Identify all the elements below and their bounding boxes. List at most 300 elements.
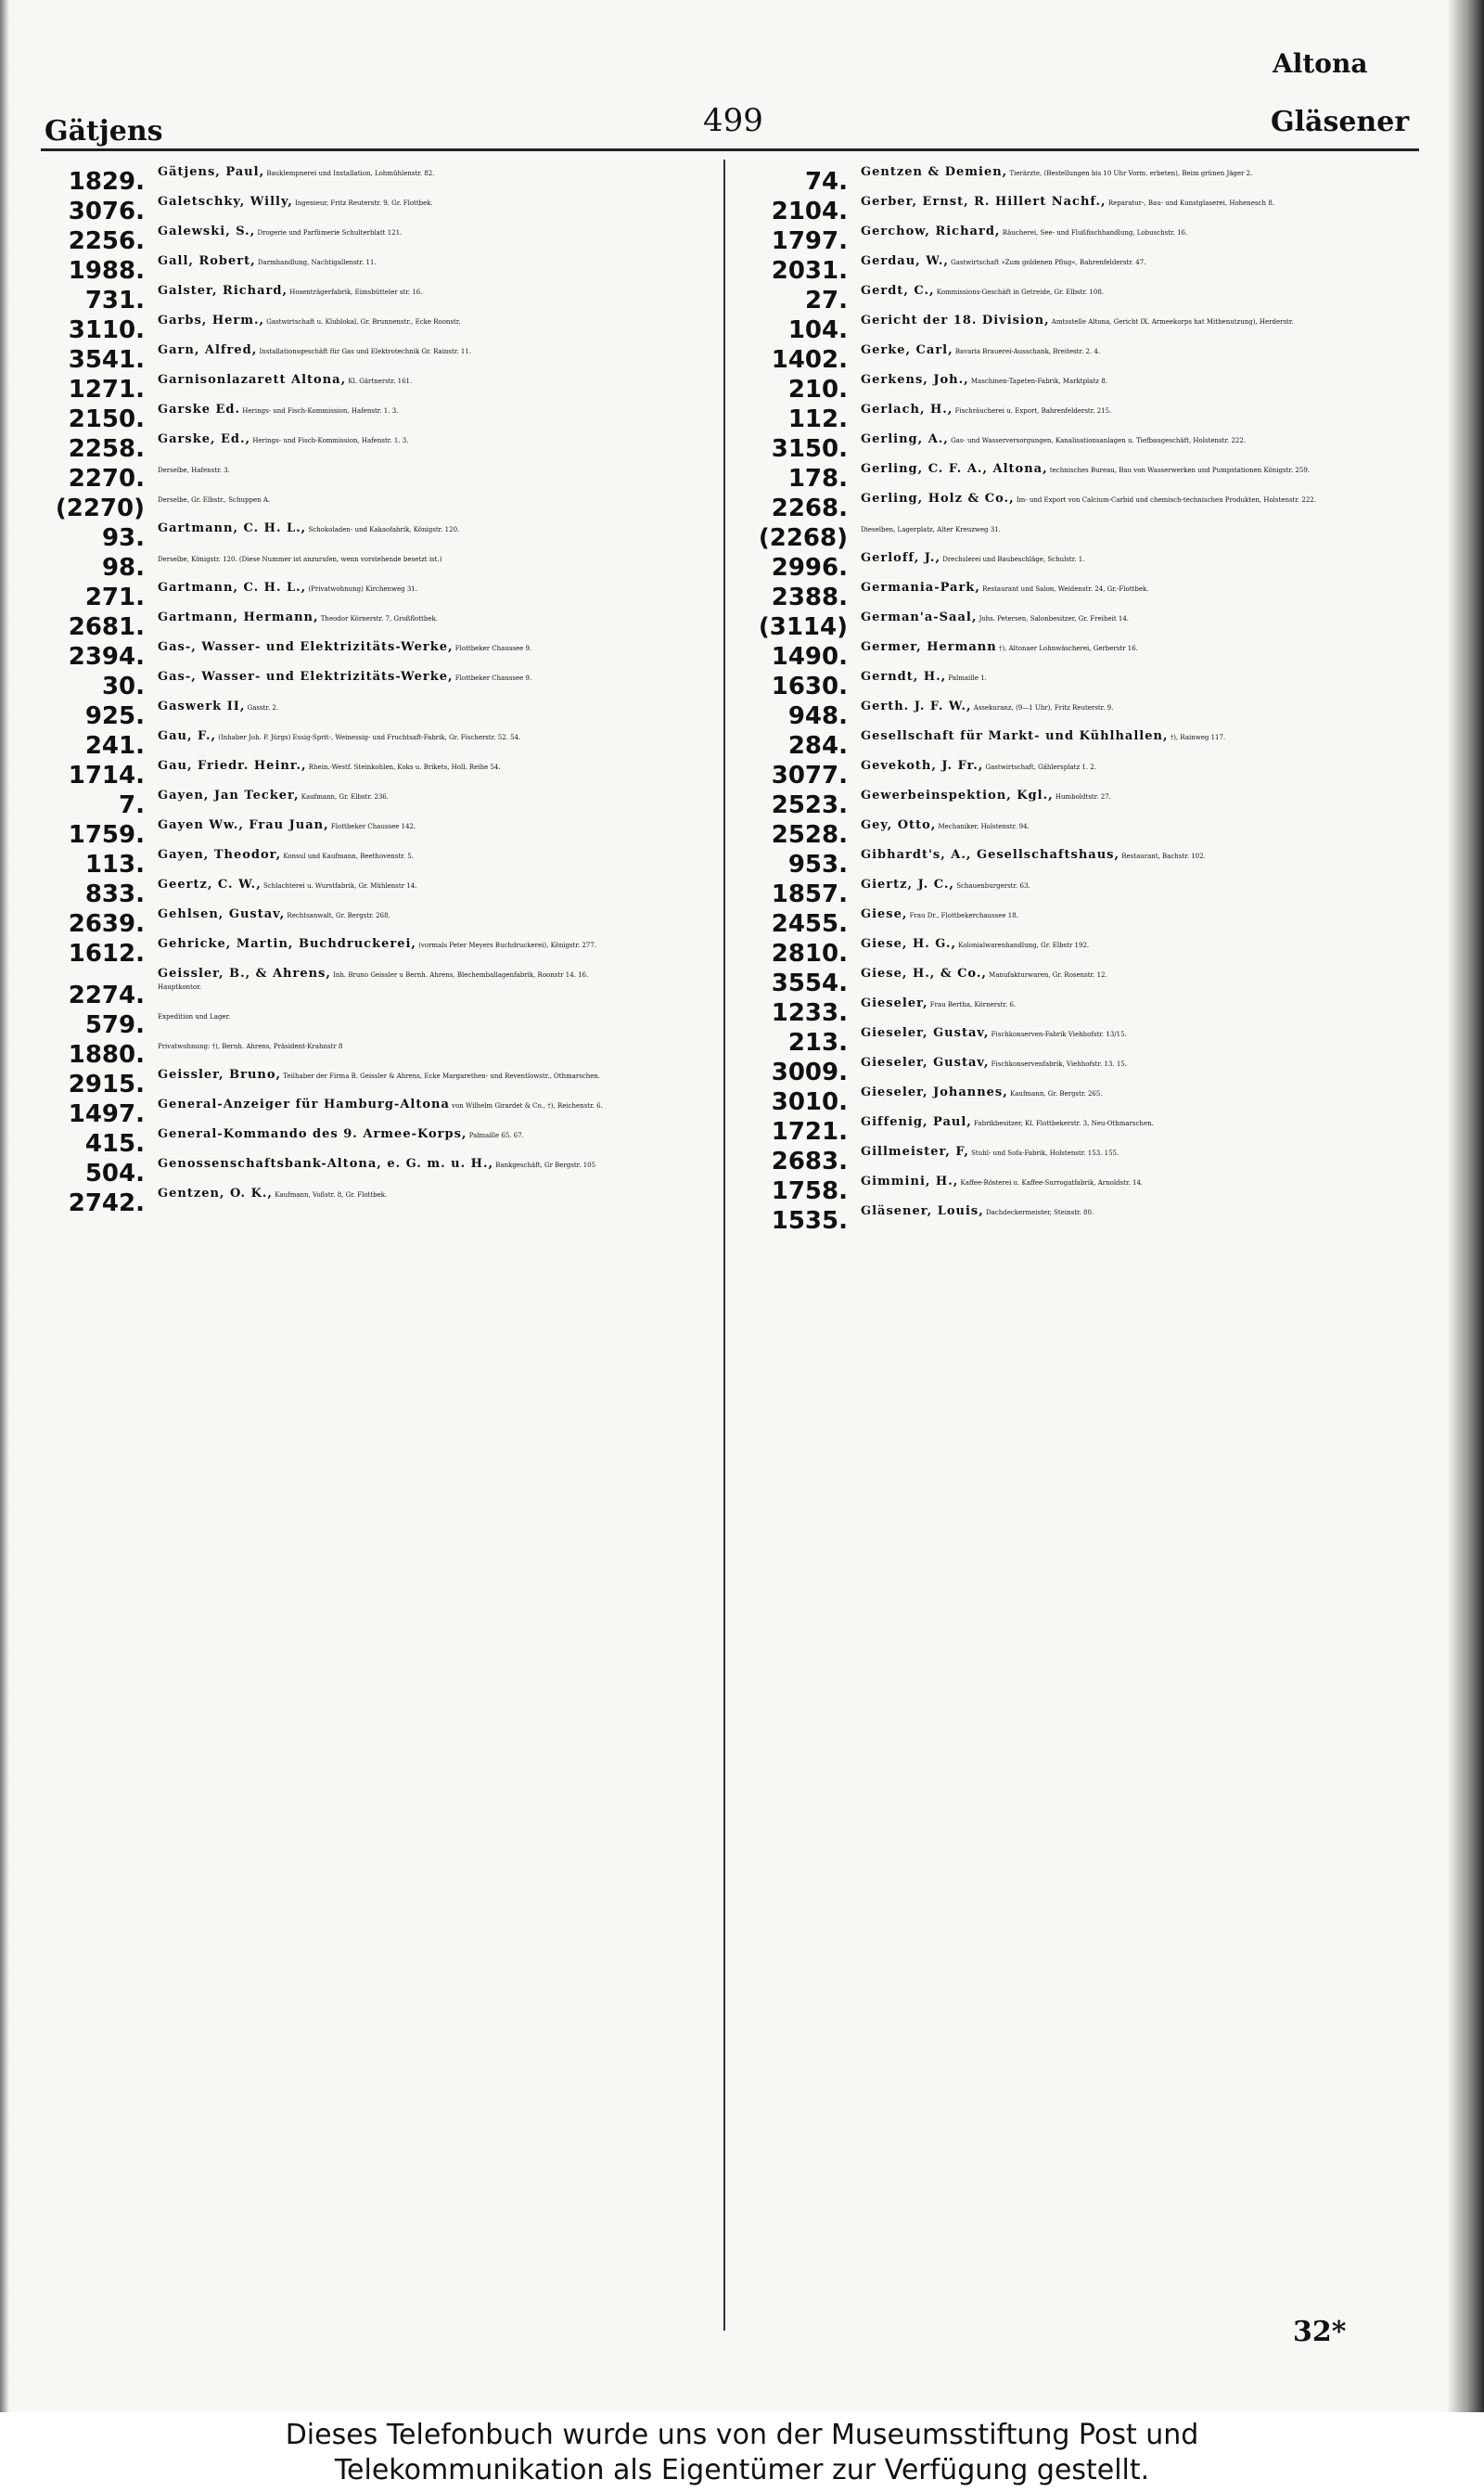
entry-details: Humboldtstr. 27. [1055,793,1111,801]
subscriber-name: Gerber, Ernst, R. Hillert Nachf., [861,195,1107,209]
phone-number: 1759. [68,821,145,849]
entry-details: Theodor Körnerstr. 7, Großflottbek. [320,615,438,623]
phone-number: 2996. [771,554,848,582]
subscriber-name: Giese, [861,907,908,921]
entry-details: (vormals Peter Meyers Buchdruckerei), Königstr. 277. [418,942,597,949]
entry-text [158,981,709,993]
directory-entry [41,969,709,981]
entry-text [158,790,709,803]
phone-number: 2150. [68,405,145,433]
phone-number: 948. [787,702,848,730]
directory-entry [744,790,1412,820]
right-column [744,167,1412,2338]
phone-number: 3076. [68,198,145,225]
subscriber-name: Gerling, Holz & Co., [861,492,1015,506]
entry-details: Schlachterei u. Wurstfabrik, Gr. Mühlenstr 14. [262,882,417,890]
phone-number: 104. [787,316,848,344]
directory-entry [41,672,709,701]
directory-entry [744,523,1412,553]
directory-entry [744,969,1412,998]
left-keyword: Gätjens [45,115,163,148]
phone-number: 2915. [68,1071,145,1098]
entry-details: Fischkonservenfabrik, Viehhofstr. 13. 15. [991,1060,1127,1068]
phone-number: 504. [84,1160,145,1188]
directory-entry [41,612,709,642]
phone-number: 1880. [68,1041,145,1069]
directory-entry [41,434,709,464]
scan-edge-right [1447,0,1484,2412]
phone-number: 2256. [68,227,145,255]
directory-entry [41,731,709,761]
subscriber-name: Galster, Richard, [158,284,288,298]
subscriber-name: Gau, Friedr. Heinr., [158,759,307,773]
subscriber-name: Garske, Ed., [158,432,251,446]
entry-text [861,345,1412,357]
entry-details: Kaufmann, Gr. Bergstr. 265. [1010,1090,1103,1098]
subscriber-name: Gerdt, C., [861,284,935,298]
subscriber-name: Gaswerk II, [158,700,246,713]
entry-details: Herings- und Fisch-Kommission, Hafenstr. 1. 3. [252,437,409,444]
left-column [41,167,709,2338]
entry-details: Derselbe, Königstr. 120. (Diese Nummer ist anzurufen, wenn vorstehende besetzt ist.) [158,556,442,563]
directory-entry [41,1040,709,1070]
subscriber-name: Galetschky, Willy, [158,195,293,209]
phone-number: 93. [101,524,145,552]
entry-text [861,642,1412,654]
phone-number: 210. [787,376,848,404]
entry-text [861,405,1412,417]
entry-details: Gasstr. 2. [247,704,279,712]
entry-text [861,1147,1412,1159]
subscriber-name: Germania-Park, [861,581,980,595]
directory-entry [744,761,1412,790]
subscriber-name: Gerth. J. F. W., [861,700,972,713]
footer [0,2412,1484,2492]
subscriber-name: Geissler, B., & Ahrens, [158,967,331,981]
subscriber-name: Gerling, A., [861,432,949,446]
entry-details: Palmaille 1. [948,674,987,682]
entry-text [861,909,1412,921]
phone-number: 1797. [771,227,848,255]
entry-text [861,612,1412,624]
entry-details: Kommissions-Geschäft in Getreide, Gr. Elbstr. 108. [936,289,1105,296]
footer-line-1: Dieses Telefonbuch wurde uns von der Museumsstiftung Post und [285,2419,1199,2451]
phone-number: 1402. [771,346,848,374]
subscriber-name: Gentzen & Demien, [861,165,1008,179]
entry-text [861,167,1412,179]
entry-text [861,1028,1412,1040]
entry-text [861,1058,1412,1070]
entry-text [861,1117,1412,1129]
subscriber-name: Gerndt, H., [861,670,947,684]
subscriber-name: Gartmann, C. H. L., [158,521,307,535]
directory-entry [744,1147,1412,1176]
directory-entry [744,1176,1412,1206]
entry-details: Konsul und Kaufmann, Beethovenstr. 5. [283,853,414,860]
directory-entry [41,256,709,286]
entry-details: Ingenieur, Fritz Reuterstr. 9. Gr. Flottbek. [295,199,433,207]
entry-text [158,226,709,238]
scan-edge-left [0,0,9,2412]
entry-text [158,345,709,357]
entry-details: Gastwirtschaft, Gählersplatz 1. 2. [985,764,1096,771]
entry-text [861,1087,1412,1099]
entry-text [158,375,709,387]
entry-details: Herings- und Fisch-Kommission, Hafenstr. 1. 3. [242,407,399,415]
entry-details: Räucherei, See- und Flußfischhandlung, Lobuschstr. 16. [1002,229,1188,237]
phone-number: 2270. [68,465,145,493]
directory-entry [41,523,709,553]
directory-entry [744,226,1412,256]
phone-number: 30. [101,673,145,700]
entry-text [158,553,709,565]
subscriber-name: Gibhardt's, A., Gesellschaftshaus, [861,848,1120,862]
subscriber-name: Gerloff, J., [861,551,940,565]
phone-number: 2455. [771,910,848,938]
directory-entry [41,464,709,494]
subscriber-name: Gehlsen, Gustav, [158,907,286,921]
entry-text [158,583,709,595]
directory-entry [41,880,709,909]
phone-number: 113. [84,851,145,879]
entry-details: Gas- und Wasserversorgungen, Kanalisationsanlagen u. Tiefbaugeschäft, Holstenstr. 222. [951,437,1247,444]
directory-entry [744,434,1412,464]
entry-text [861,820,1412,832]
entry-text [158,1159,709,1171]
directory-entry [744,1087,1412,1117]
subscriber-name: Gartmann, C. H. L., [158,581,307,595]
entry-text [861,672,1412,684]
footer-line-2: Telekommunikation als Eigentümer zur Verfügung gestellt. [334,2454,1150,2486]
entry-text [158,523,709,535]
phone-number: 953. [787,851,848,879]
entry-details: Drogerie und Parfümerie Schulterblatt 121. [257,229,403,237]
entry-details: Flottbeker Chaussee 9. [454,674,532,682]
directory-entry [41,981,709,1010]
subscriber-name: Gayen, Theodor, [158,848,282,862]
directory-entry [41,701,709,731]
phone-number: 2388. [771,584,848,611]
entry-details: Schauenburgerstr. 63. [956,882,1030,890]
directory-entry [41,167,709,197]
right-keyword: Gläsener [1271,106,1410,138]
directory-entry [744,909,1412,939]
phone-number: 1233. [771,999,848,1027]
directory-entry [41,1188,709,1218]
entry-details: (Inhaber Joh. P. Jürgs) Essig-Sprit-, Weinessig- und Fruchtsaft-Fabrik, Gr. Fischerstr. 52. 54. [218,734,521,741]
entry-text [158,434,709,446]
entry-details: Darmhandlung, Nachtigallenstr. 11. [257,259,377,266]
directory-entry [41,939,709,969]
phone-number: 1490. [771,643,848,671]
subscriber-name: Gieseler, [861,996,928,1010]
entry-details: Restaurant, Bachstr. 102. [1121,853,1206,860]
signature-mark: 32* [1293,2316,1347,2348]
footer-note [0,2418,1484,2488]
subscriber-name: Gas-, Wasser- und Elektrizitäts-Werke, [158,640,454,654]
subscriber-name: Galewski, S., [158,225,256,238]
directory-entry [41,850,709,880]
entry-text [861,494,1412,506]
entry-details: Tierärzte, (Bestellungen bis 10 Uhr Vorm. erbeten), Beim grünen Jäger 2. [1009,170,1253,177]
directory-entry [41,197,709,226]
entry-text [158,197,709,209]
subscriber-name: Gewerbeinspektion, Kgl., [861,789,1054,803]
entry-text [158,969,709,981]
page-number: 499 [703,102,763,139]
entry-text [861,880,1412,892]
phone-number: 241. [84,732,145,760]
directory-entry [744,583,1412,612]
subscriber-name: Garn, Alfred, [158,343,258,357]
entry-details: Restaurant und Salon, Weidenstr. 24, Gr.-Flottbek. [982,585,1149,593]
phone-number: 3150. [771,435,848,463]
phone-number: 415. [84,1130,145,1158]
entry-details: Derselbe, Gr. Elbstr., Schuppen A. [158,496,271,504]
subscriber-name: Garbs, Herm., [158,314,265,328]
phone-number: 1988. [68,257,145,285]
phone-number: 2031. [771,257,848,285]
subscriber-name: General-Kommando des 9. Armee-Korps, [158,1127,467,1141]
subscriber-name: Geissler, Bruno, [158,1068,282,1082]
entry-text [158,405,709,417]
phone-number: 2528. [771,821,848,849]
entry-details: Kaufmann, Voßstr. 8, Gr. Flottbek. [275,1191,388,1199]
subscriber-name: Gerkens, Joh., [861,373,969,387]
subscriber-name: Germer, Hermann [861,640,997,654]
subscriber-name: Gericht der 18. Division, [861,314,1050,328]
entry-text [158,1099,709,1111]
phone-number: 3010. [771,1088,848,1116]
entry-details: Teilhaber der Firma B. Geissler & Ahrens, Ecke Margarethen- und Reventlowstr., Othmarschen. [283,1073,601,1080]
directory-entry [744,612,1412,642]
directory-entry [744,850,1412,880]
phone-number: 27. [804,287,848,315]
directory-entry [744,731,1412,761]
subscriber-name: Gesellschaft für Markt- und Kühlhallen, [861,729,1169,743]
directory-entry [744,1028,1412,1058]
directory-entry [744,880,1412,909]
phone-number: 1721. [771,1118,848,1146]
phone-number: (3114) [758,613,848,641]
entry-details: Flottbeker Chaussee 9. [454,645,532,652]
entry-details: Reparatur-, Bau- und Kunstglaserei, Hohenesch 8. [1107,199,1274,207]
entry-text [158,820,709,832]
entry-text [861,226,1412,238]
entry-details: Im- und Export von Calcium-Carbid und chemisch-technischen Produkten, Holstenstr. 222. [1016,496,1316,504]
subscriber-name: Gau, F., [158,729,217,743]
entry-text [158,1188,709,1201]
subscriber-name: Garske Ed. [158,403,241,417]
entry-text [861,256,1412,268]
entry-details: Kaufmann, Gr. Elbstr. 236. [301,793,389,801]
directory-entry [744,375,1412,405]
phone-number: 1758. [771,1177,848,1205]
directory-entry [41,286,709,315]
entry-text [861,761,1412,773]
directory-entry [744,1117,1412,1147]
subscriber-name: Gieseler, Gustav, [861,1056,990,1070]
entry-details: Privatwohnung: †), Bernh. Ahrens, Präsident-Krahnstr 8 [158,1043,343,1050]
phone-number: 1535. [771,1207,848,1235]
entry-details: von Wilhelm Girardet & Co., †), Reichenstr. 6. [452,1102,603,1110]
header-rule [41,148,1419,151]
directory-entry [744,642,1412,672]
entry-text [861,1206,1412,1218]
entry-details: Gastwirtschaft »Zum goldenen Pflug«, Bahrenfelderstr. 47. [951,259,1146,266]
entry-details: Rechtsanwalt, Gr. Bergstr. 268. [287,912,390,919]
entry-text [158,850,709,862]
entry-text [861,464,1412,476]
phone-number: 833. [84,880,145,908]
phone-number: 284. [787,732,848,760]
phone-number: 1857. [771,880,848,908]
entry-details: †), Altonaer Lohnwäscherei, Gerberstr 16. [998,645,1138,652]
entry-text [861,523,1412,535]
phone-number: 271. [84,584,145,611]
directory-entry [41,583,709,612]
directory-entry [41,1070,709,1099]
entry-details: Dachdeckermeister, Steinstr. 80. [986,1209,1094,1216]
entry-text [158,642,709,654]
subscriber-name: Gerling, C. F. A., Altona, [861,462,1048,476]
entry-text [861,197,1412,209]
entry-text [158,731,709,743]
subscriber-name: German'a-Saal, [861,610,978,624]
entry-text [158,464,709,476]
directory-entry [744,701,1412,731]
phone-number: 579. [84,1011,145,1039]
phone-number: 1497. [68,1100,145,1128]
subscriber-name: Gerlach, H., [861,403,953,417]
entry-details: Fabrikbesitzer, Kl. Flottbekerstr. 3, Neu-Othmarschen. [974,1120,1154,1127]
entry-details: technisches Bureau, Bau von Wasserwerken und Pumpstationen Königstr. 259. [1049,467,1311,474]
entry-details: Stuhl- und Sofa-Fabrik, Holstenstr. 153. 155. [971,1150,1119,1157]
phone-number: 3077. [771,762,848,790]
entry-text [861,315,1412,328]
directory-entry [744,672,1412,701]
entry-text [158,880,709,892]
entry-details: Bankgeschäft, Gr Bergstr. 105 [495,1162,596,1169]
directory-entry [41,345,709,375]
entry-text [158,1040,709,1052]
entry-details: Assekuranz, (9—1 Uhr), Fritz Reuterstr. 9. [973,704,1114,712]
entry-details: Palmaille 65. 67. [468,1132,524,1139]
entry-details: Schokoladen- und Kakaofabrik, Königstr. 120. [308,526,460,533]
directory-entry [41,909,709,939]
phone-number: 2258. [68,435,145,463]
entry-details: Inh. Bruno Geissler u Bernh. Ahrens, Blechemballagenfabrik, Roonstr 14. 16. [333,971,589,979]
subscriber-name: Gayen Ww., Frau Juan, [158,818,329,832]
subscriber-name: Gayen, Jan Tecker, [158,789,300,803]
subscriber-name: Gerke, Carl, [861,343,953,357]
subscriber-name: Gartmann, Hermann, [158,610,319,624]
directory-entry [744,998,1412,1028]
phone-number: 1271. [68,376,145,404]
entry-text [158,701,709,713]
subscriber-name: Giffenig, Paul, [861,1115,972,1129]
directory-entry [41,761,709,790]
directory-entry [744,286,1412,315]
directory-entry [41,405,709,434]
subscriber-name: Gillmeister, F, [861,1145,969,1159]
entry-text [861,939,1412,951]
entry-text [861,286,1412,298]
entry-text [861,701,1412,713]
directory-entry [41,315,709,345]
entry-text [158,1129,709,1141]
entry-details: Installationsgeschäft für Gas und Elektrotechnik Gr. Rainstr. 11. [259,348,472,355]
subscriber-name: Gerchow, Richard, [861,225,1001,238]
directory-entry [744,405,1412,434]
directory-entry [744,464,1412,494]
phone-number: 98. [101,554,145,582]
subscriber-name: Gey, Otto, [861,818,937,832]
entry-details: Fischräucherei u. Export, Bahrenfelderstr. 215. [954,407,1112,415]
entry-details: Kl. Gärtnerstr. 161. [348,378,413,385]
subscriber-name: Gieseler, Johannes, [861,1085,1008,1099]
phone-number: 1714. [68,762,145,790]
entry-text [158,672,709,684]
directory-entry [744,1058,1412,1087]
entry-details: Johs. Petersen, Salonbesitzer, Gr. Freiheit 14. [979,615,1130,623]
subscriber-name: Gimmini, H., [861,1175,959,1188]
phone-number: 1612. [68,940,145,968]
entry-text [861,850,1412,862]
directory-entry [744,167,1412,197]
phone-number: 3554. [771,970,848,997]
entry-details: Bauklempnerei und Installation, Lohmühlenstr. 82. [266,170,435,177]
directory-entry [744,494,1412,523]
entry-details: Hauptkontor. [158,983,201,991]
entry-text [158,612,709,624]
subscriber-name: Garnisonlazarett Altona, [158,373,347,387]
subscriber-name: Giese, H., & Co., [861,967,987,981]
directory-entry [41,1159,709,1188]
subscriber-name: Gätjens, Paul, [158,165,265,179]
directory-entry [744,553,1412,583]
subscriber-name: Gerdau, W., [861,254,949,268]
entry-text [158,167,709,179]
phone-number: 731. [84,287,145,315]
phone-number: 2523. [771,791,848,819]
directory-entry [744,256,1412,286]
subscriber-name: Gentzen, O. K., [158,1187,273,1201]
phone-number: 3009. [771,1059,848,1086]
phone-number: 74. [804,168,848,196]
phone-number: 3110. [68,316,145,344]
subscriber-name: Gas-, Wasser- und Elektrizitäts-Werke, [158,670,454,684]
phone-number: 178. [787,465,848,493]
directory-entry [744,345,1412,375]
directory-entry [744,197,1412,226]
entry-text [861,731,1412,743]
entry-details: Fischkonserven-Fabrik Viehhofstr. 13/15. [991,1031,1127,1038]
subscriber-name: Gieseler, Gustav, [861,1026,990,1040]
entry-details: Frau Dr., Flottbekerchaussee 18. [909,912,1018,919]
directory-entry [744,1206,1412,1236]
phone-number: 2810. [771,940,848,968]
phone-number: 2639. [68,910,145,938]
entry-text [861,583,1412,595]
phone-number: 2274. [68,982,145,1009]
directory-entry [41,1099,709,1129]
entry-text [158,315,709,328]
entry-details: Gastwirtschaft u. Klublokal, Gr. Brunnenstr., Ecke Roonstr. [266,318,461,326]
entry-text [861,998,1412,1010]
entry-details: Flottbeker Chaussee 142. [330,823,416,830]
directory-entry [41,820,709,850]
